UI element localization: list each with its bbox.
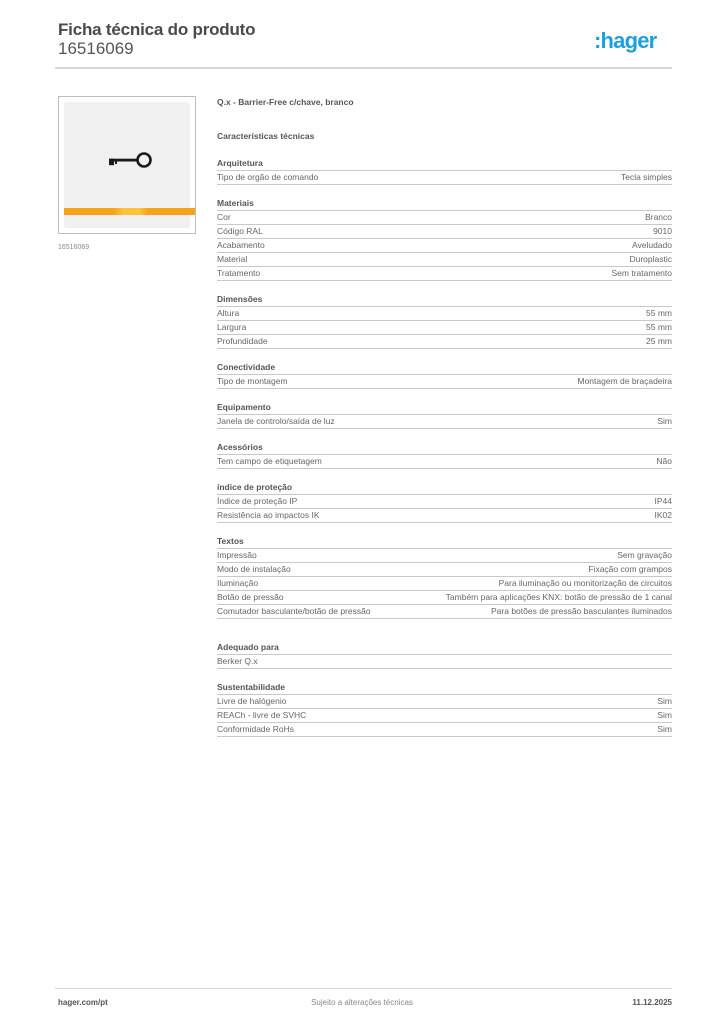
spec-label: Botão de pressão bbox=[217, 592, 284, 602]
spec-label: Tratamento bbox=[217, 268, 261, 278]
spec-label: Índice de proteção IP bbox=[217, 496, 298, 506]
technical-characteristics-title: Características técnicas bbox=[217, 131, 315, 141]
spec-row bbox=[217, 695, 672, 709]
section-title: Textos bbox=[217, 535, 672, 549]
spec-value: 55 mm bbox=[646, 322, 672, 332]
footer-date: 11.12.2025 bbox=[632, 998, 672, 1007]
spec-row bbox=[217, 321, 672, 335]
spec-value: 25 mm bbox=[646, 336, 672, 346]
section-title: Adequado para bbox=[217, 641, 672, 655]
spec-value: Sim bbox=[657, 710, 672, 720]
spec-row bbox=[217, 509, 672, 523]
spec-row bbox=[217, 577, 672, 591]
spec-row bbox=[217, 335, 672, 349]
spec-label: Livre de halógenio bbox=[217, 696, 287, 706]
spec-label: Modo de instalação bbox=[217, 564, 291, 574]
spec-label: Largura bbox=[217, 322, 247, 332]
spec-label: Conformidade RoHs bbox=[217, 724, 295, 734]
footer-disclaimer: Sujeito a alterações técnicas bbox=[311, 998, 413, 1007]
page-title: Ficha técnica do produto bbox=[58, 20, 256, 39]
spec-row bbox=[217, 549, 672, 563]
spec-row bbox=[217, 455, 672, 469]
spec-row bbox=[217, 605, 672, 619]
spec-row bbox=[217, 239, 672, 253]
spec-value: Sim bbox=[657, 724, 672, 734]
spec-value: Sem gravação bbox=[617, 550, 672, 560]
section-title: Dimensões bbox=[217, 293, 672, 307]
spec-row bbox=[217, 655, 672, 669]
spec-value: IK02 bbox=[654, 510, 672, 520]
section-equipamento bbox=[217, 401, 672, 429]
footer-divider bbox=[55, 988, 672, 989]
section-acessorios bbox=[217, 441, 672, 469]
spec-row bbox=[217, 415, 672, 429]
spec-row bbox=[217, 225, 672, 239]
spec-value: Também para aplicações KNX: botão de pressão de 1 canal bbox=[445, 592, 672, 602]
spec-row bbox=[217, 307, 672, 321]
section-title: Arquitetura bbox=[217, 157, 672, 171]
spec-label: Acabamento bbox=[217, 240, 265, 250]
spec-label: Tem campo de etiquetagem bbox=[217, 456, 322, 466]
spec-label: Código RAL bbox=[217, 226, 263, 236]
spec-value: Sim bbox=[657, 696, 672, 706]
section-title: Conectividade bbox=[217, 361, 672, 375]
spec-row bbox=[217, 709, 672, 723]
section-indice-protecao bbox=[217, 481, 672, 523]
image-caption: 16516069 bbox=[58, 244, 90, 251]
hager-logo: :hager bbox=[594, 28, 657, 53]
spec-label: Altura bbox=[217, 308, 240, 318]
section-conectividade bbox=[217, 361, 672, 389]
spec-value: Aveludado bbox=[631, 240, 672, 250]
spec-value: Tecla simples bbox=[620, 172, 672, 182]
spec-value: Branco bbox=[645, 212, 672, 222]
spec-value: 9010 bbox=[653, 226, 672, 236]
spec-value: IP44 bbox=[654, 496, 672, 506]
section-title: Acessórios bbox=[217, 441, 672, 455]
spec-row bbox=[217, 375, 672, 389]
spec-label: Janela de controlo/saída de luz bbox=[217, 416, 335, 426]
spec-label: Cor bbox=[217, 212, 231, 222]
spec-label: Tipo de montagem bbox=[217, 376, 288, 386]
spec-row bbox=[217, 253, 672, 267]
spec-row bbox=[217, 267, 672, 281]
section-sustentabilidade bbox=[217, 681, 672, 737]
spec-label: Profundidade bbox=[217, 336, 268, 346]
spec-value: Duroplastic bbox=[629, 254, 672, 264]
section-arquitetura bbox=[217, 157, 672, 185]
led-light-strip bbox=[64, 208, 195, 215]
spec-label: REACh - livre de SVHC bbox=[217, 710, 307, 720]
spec-value: Fixação com grampos bbox=[588, 564, 672, 574]
spec-label: Tipo de orgão de comando bbox=[217, 172, 319, 182]
spec-row bbox=[217, 211, 672, 225]
product-name: Q.x - Barrier-Free c/chave, branco bbox=[217, 97, 354, 107]
spec-row bbox=[217, 171, 672, 185]
section-title: índice de proteção bbox=[217, 481, 672, 495]
section-title: Equipamento bbox=[217, 401, 672, 415]
key-icon bbox=[105, 148, 155, 172]
spec-label: Resistência ao impactos IK bbox=[217, 510, 320, 520]
switch-plate bbox=[64, 102, 190, 228]
spec-value: Sim bbox=[657, 416, 672, 426]
spec-value: Montagem de braçadeira bbox=[577, 376, 672, 386]
footer-website-link[interactable]: hager.com/pt bbox=[58, 998, 108, 1007]
section-materiais bbox=[217, 197, 672, 281]
section-adequado-para bbox=[217, 641, 672, 669]
spec-value: Para iluminação ou monitorização de circuitos bbox=[498, 578, 672, 588]
spec-value: 55 mm bbox=[646, 308, 672, 318]
spec-value: Para botões de pressão basculantes iluminados bbox=[491, 606, 672, 616]
spec-label: Impressão bbox=[217, 550, 257, 560]
spec-row bbox=[217, 495, 672, 509]
product-code: 16516069 bbox=[58, 39, 134, 58]
spec-row bbox=[217, 723, 672, 737]
spec-label: Comutador basculante/botão de pressão bbox=[217, 606, 371, 616]
spec-content bbox=[217, 96, 672, 737]
section-title: Materiais bbox=[217, 197, 672, 211]
spec-value: Sem tratamento bbox=[611, 268, 672, 278]
spec-row bbox=[217, 563, 672, 577]
section-title: Sustentabilidade bbox=[217, 681, 672, 695]
spec-row bbox=[217, 591, 672, 605]
spec-label: Berker Q.x bbox=[217, 656, 258, 666]
section-dimensoes bbox=[217, 293, 672, 349]
header-divider bbox=[55, 67, 672, 69]
spec-value: Não bbox=[656, 456, 672, 466]
spec-label: Iluminação bbox=[217, 578, 259, 588]
product-image bbox=[58, 96, 196, 234]
section-textos bbox=[217, 535, 672, 619]
spec-label: Material bbox=[217, 254, 248, 264]
